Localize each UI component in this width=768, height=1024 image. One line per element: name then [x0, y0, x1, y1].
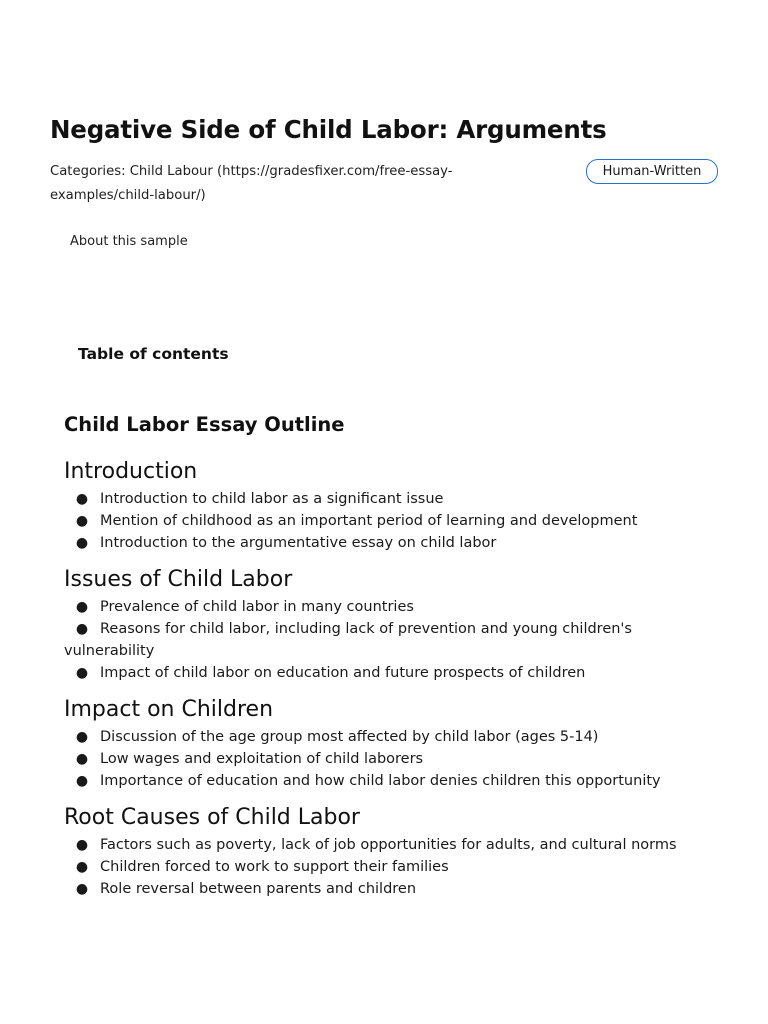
- list-item: [64, 834, 714, 856]
- bullet-icon: ●: [75, 751, 89, 767]
- list-item: [64, 662, 714, 684]
- bullet-icon: ●: [75, 665, 89, 681]
- list-item-text: Factors such as poverty, lack of job opportunities for adults, and cultural norms: [100, 837, 677, 853]
- bullet-icon: ●: [75, 513, 89, 529]
- list-item: [64, 856, 714, 878]
- section-heading-root-causes: Root Causes of Child Labor: [64, 805, 360, 830]
- categories-text: Categories: Child Labour (https://gradesfixer.com/free-essay-examples/child-labour/): [50, 164, 453, 203]
- list-item: [64, 726, 714, 748]
- bullet-list: [64, 726, 714, 792]
- list-item-text: Impact of child labor on education and future prospects of children: [100, 665, 586, 681]
- list-item-text: Low wages and exploitation of child laborers: [100, 751, 424, 767]
- list-item-text: Prevalence of child labor in many countries: [100, 599, 414, 615]
- about-sample-toggle[interactable]: About this sample: [70, 234, 188, 249]
- bullet-icon: ●: [75, 599, 89, 615]
- bullet-list: [64, 488, 714, 554]
- essay-outline: [64, 408, 714, 900]
- bullet-list: [64, 596, 714, 684]
- list-item: [64, 488, 714, 510]
- table-of-contents-toggle[interactable]: Table of contents: [78, 345, 229, 363]
- bullet-list: [64, 834, 714, 900]
- bullet-icon: ●: [75, 535, 89, 551]
- bullet-icon: ●: [75, 859, 89, 875]
- list-item-text: Mention of childhood as an important period of learning and development: [100, 513, 638, 529]
- bullet-icon: ●: [75, 729, 89, 745]
- list-item: [64, 596, 714, 618]
- list-item-text: Discussion of the age group most affected by child labor (ages 5-14): [100, 729, 599, 745]
- bullet-icon: ●: [75, 491, 89, 507]
- page-title: Negative Side of Child Labor: Arguments: [50, 115, 607, 144]
- section-heading-introduction: Introduction: [64, 459, 198, 484]
- list-item-text: Importance of education and how child labor denies children this opportunity: [100, 773, 661, 789]
- list-item: [64, 532, 714, 554]
- list-item: [64, 618, 714, 662]
- list-item-text: Children forced to work to support their families: [100, 859, 449, 875]
- list-item-text: Introduction to child labor as a significant issue: [100, 491, 444, 507]
- list-item-text: Role reversal between parents and children: [100, 881, 417, 897]
- outline-title: Child Labor Essay Outline: [64, 413, 345, 436]
- list-item: [64, 510, 714, 532]
- bullet-icon: ●: [75, 881, 89, 897]
- list-item: [64, 770, 714, 792]
- bullet-icon: ●: [75, 837, 89, 853]
- human-written-badge[interactable]: Human-Written: [586, 159, 718, 184]
- list-item: [64, 748, 714, 770]
- section-heading-issues: Issues of Child Labor: [64, 567, 293, 592]
- list-item-text: Introduction to the argumentative essay on child labor: [100, 535, 497, 551]
- section-heading-impact: Impact on Children: [64, 697, 274, 722]
- bullet-icon: ●: [75, 773, 89, 789]
- bullet-icon: ●: [75, 621, 89, 637]
- list-item: [64, 878, 714, 900]
- list-item-text: Reasons for child labor, including lack of prevention and young children's vulnerability: [64, 621, 632, 659]
